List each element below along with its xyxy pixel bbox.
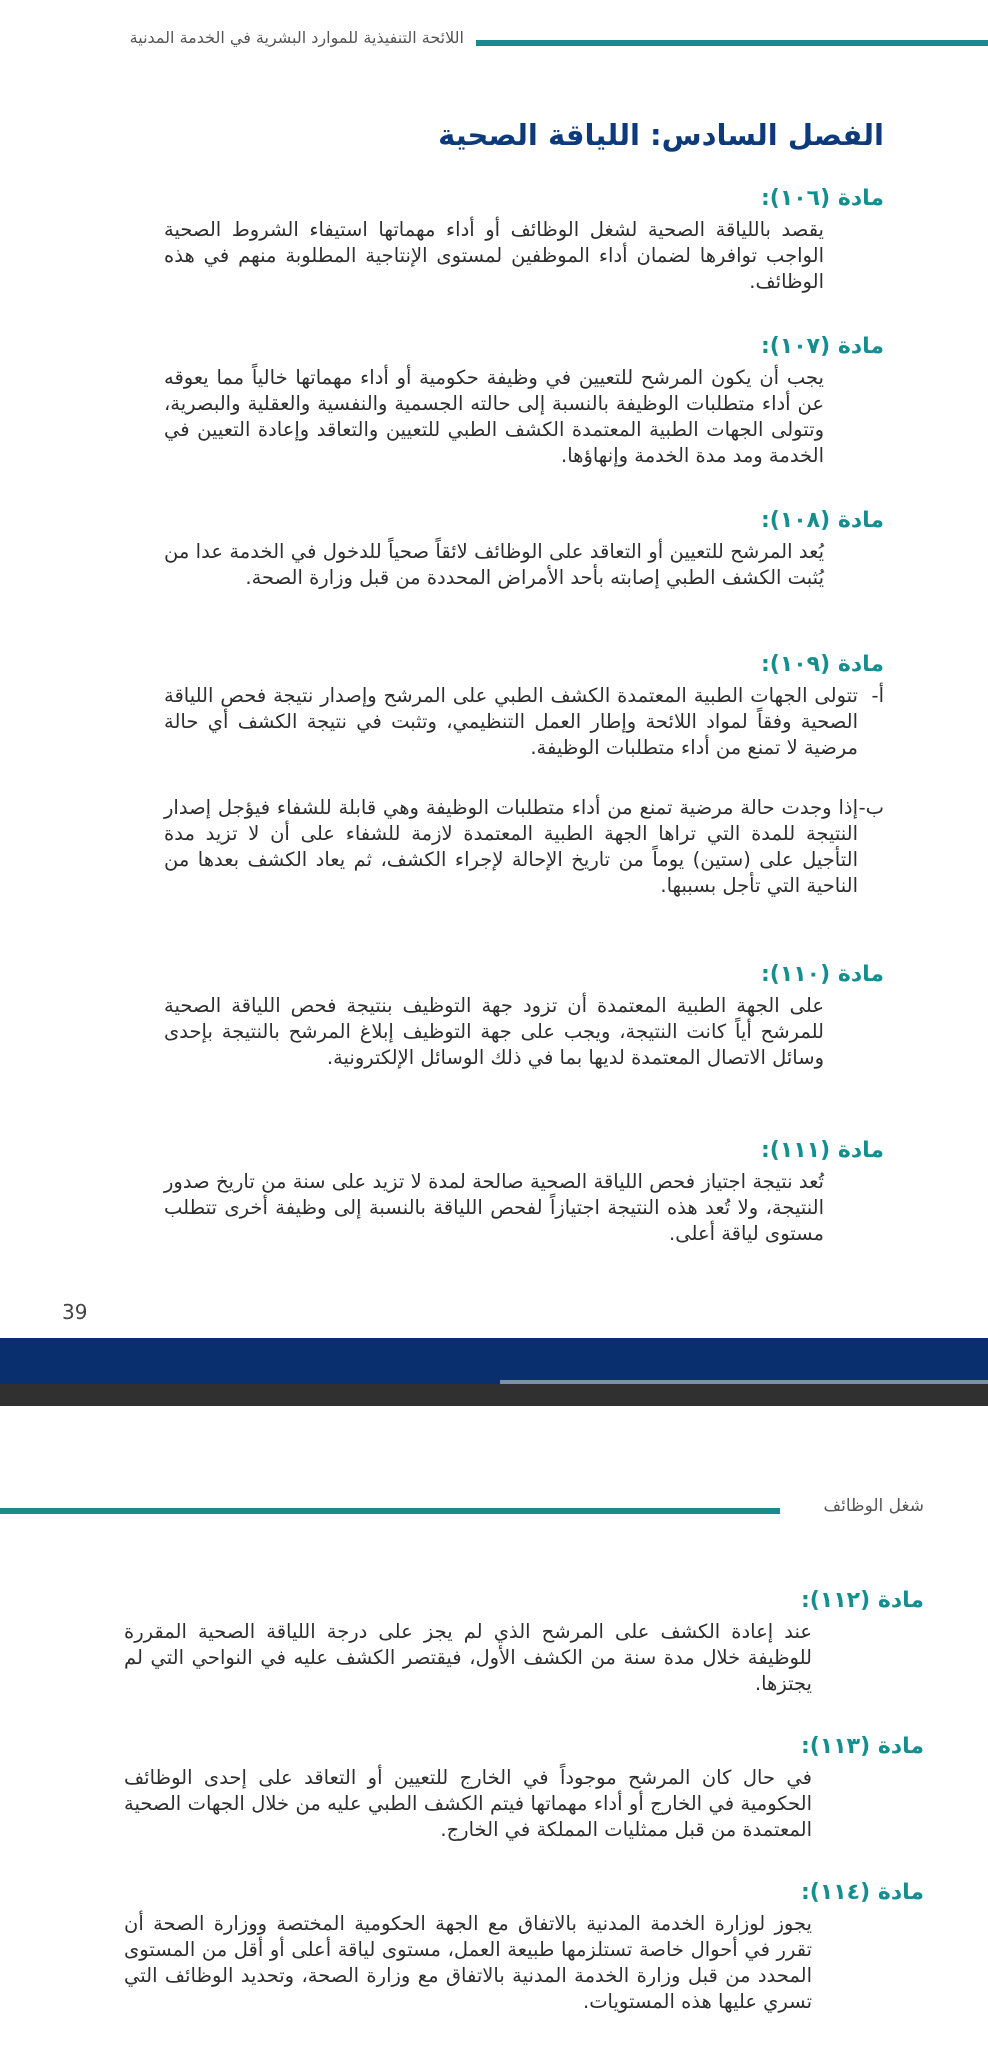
article-body: يجب أن يكون المرشح للتعيين في وظيفة حكومية أو أداء مهماتها خالياً مما يعوقه عن أداء متطلبات الوظيفة بالنسبة إلى حالته الجسمية والنفسية والعقلية والبصرية، وتتولى الجهات الطبية المعتمدة الكشف الطبي للتعيين والتعاقد وإعادة التعيين في الخدمة ومد مدة الخدمة وإنهاؤها. <box>164 366 824 467</box>
header-rule <box>0 1508 780 1514</box>
article-title: مادة (١٠٨): <box>760 508 884 533</box>
sub-clause-a <box>164 683 884 761</box>
article-108 <box>164 508 884 591</box>
article-113 <box>124 1734 924 1843</box>
article-title: مادة (١١٣): <box>800 1734 924 1759</box>
article-body: يقصد باللياقة الصحية لشغل الوظائف أو أداء مهماتها استيفاء الشروط الصحية الواجب توافرها لضمان أداء الموظفين لمستوى الإنتاجية المطلوبة منهم في هذه الوظائف. <box>164 218 824 293</box>
clause-text: إذا وجدت حالة مرضية تمنع من أداء متطلبات الوظيفة وهي قابلة للشفاء فيؤجل إصدار النتيجة للمدة التي تراها الجهة الطبية المعتمدة لازمة للشفاء على أن لا تزيد مدة التأجيل على (ستين) يوماً من تاريخ الإحالة لإجراء الكشف، ثم يعاد الكشف بعدها من الناحية التي تأجل بسببها. <box>164 796 858 897</box>
running-header: اللائحة التنفيذية للموارد البشرية في الخدمة المدنية <box>129 28 464 47</box>
article-112 <box>124 1588 924 1697</box>
article-title: مادة (١٠٧): <box>760 334 884 359</box>
article-114 <box>124 1880 924 2015</box>
article-title: مادة (١٠٦): <box>760 186 884 211</box>
article-107 <box>164 334 884 469</box>
article-body: على الجهة الطبية المعتمدة أن تزود جهة التوظيف بنتيجة فحص اللياقة الصحية للمرشح أياً كانت النتيجة، ويجب على جهة التوظيف إبلاغ المرشح بالنتيجة بإحدى وسائل الاتصال المعتمدة لديها بما في ذلك الوسائل الإلكترونية. <box>164 994 824 1069</box>
article-109 <box>164 652 884 899</box>
sub-clause-b <box>164 795 884 899</box>
article-title: مادة (١١٢): <box>800 1588 924 1613</box>
running-header: شغل الوظائف <box>823 1496 924 1516</box>
document-page-40 <box>0 1408 988 2048</box>
page-separator <box>0 1384 988 1406</box>
article-body: تُعد نتيجة اجتياز فحص اللياقة الصحية صالحة لمدة لا تزيد على سنة من تاريخ صدور النتيجة، ولا تُعد هذه النتيجة اجتيازاً لفحص اللياقة بالنسبة إلى وظيفة أخرى تتطلب مستوى لياقة أعلى. <box>164 1170 824 1245</box>
article-body: في حال كان المرشح موجوداً في الخارج للتعيين أو التعاقد على إحدى الوظائف الحكومية في الخارج أو أداء مهماتها فيتم الكشف الطبي عليه من خلال الجهات الصحية المعتمدة من قبل ممثليات المملكة في الخارج. <box>124 1766 812 1841</box>
clause-marker: أ- <box>871 684 884 707</box>
article-title: مادة (١١١): <box>760 1138 884 1163</box>
chapter-title: الفصل السادس: اللياقة الصحية <box>438 118 884 152</box>
article-body: يُعد المرشح للتعيين أو التعاقد على الوظائف لائقاً صحياً للدخول في الخدمة عدا من يُثبت الكشف الطبي إصابته بأحد الأمراض المحددة من قبل وزارة الصحة. <box>164 540 824 589</box>
article-body: يجوز لوزارة الخدمة المدنية بالاتفاق مع الجهة الحكومية المختصة ووزارة الصحة أن تقرر في أحوال خاصة تستلزمها طبيعة العمل، مستوى لياقة أعلى أو أقل من المستوى المحدد من قبل وزارة الخدمة المدنية بالاتفاق مع وزارة الصحة، وتحديد الوظائف التي تسري عليها هذه المستويات. <box>124 1912 812 2013</box>
article-title: مادة (١١٤): <box>800 1880 924 1905</box>
clause-marker: ب- <box>858 796 884 819</box>
page-number: 39 <box>62 1300 88 1324</box>
article-110 <box>164 962 884 1071</box>
page-footer-band <box>0 1338 988 1384</box>
article-title: مادة (١١٠): <box>760 962 884 987</box>
article-body <box>164 683 884 899</box>
clause-text: تتولى الجهات الطبية المعتمدة الكشف الطبي على المرشح وإصدار نتيجة فحص اللياقة الصحية وفقاً لمواد اللائحة وإطار العمل التنظيمي، وتثبت في نتيجة الكشف أي حالة مرضية لا تمنع من أداء متطلبات الوظيفة. <box>164 684 858 759</box>
article-body: عند إعادة الكشف على المرشح الذي لم يجز على درجة اللياقة الصحية المقررة للوظيفة خلال مدة سنة من الكشف الأول، فيقتصر الكشف عليه في النواحي التي لم يجتزها. <box>124 1620 812 1695</box>
article-title: مادة (١٠٩): <box>760 652 884 677</box>
header-rule <box>476 40 988 46</box>
article-106 <box>164 186 884 295</box>
article-111 <box>164 1138 884 1247</box>
